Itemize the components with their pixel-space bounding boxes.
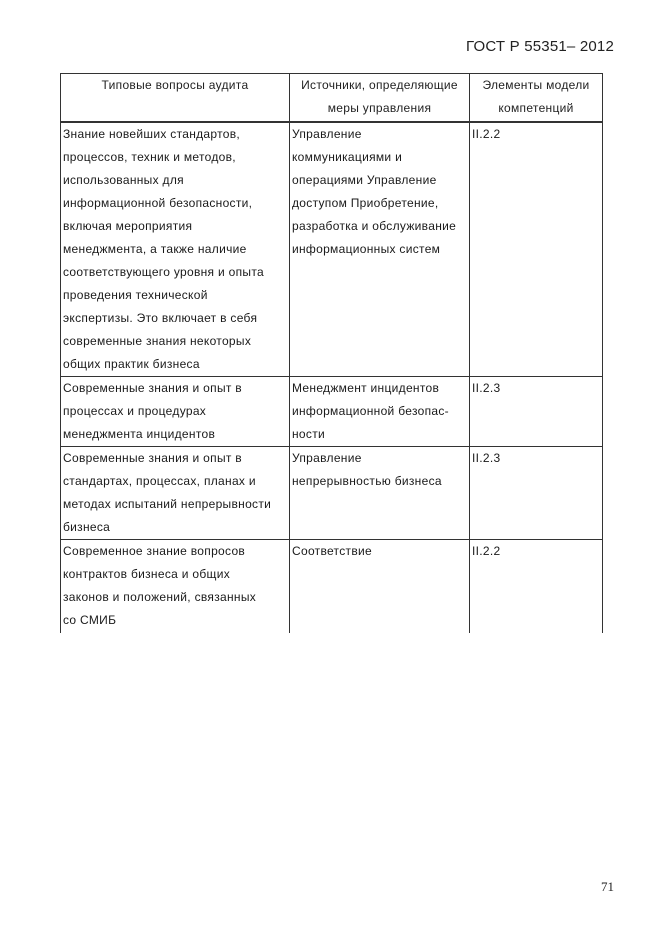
- table-row: [61, 539, 603, 633]
- sources-cell: Соответствие: [290, 539, 470, 633]
- element-cell: II.2.2: [470, 539, 603, 633]
- element-cell: II.2.3: [470, 376, 603, 446]
- sources-cell: Менеджмент инцидентов информационной безопас- ности: [290, 376, 470, 446]
- audit-questions-table: [60, 73, 603, 633]
- sources-cell: Управление непрерывностью бизнеса: [290, 446, 470, 539]
- column-header-sources: Источники, определяющие меры управления: [290, 74, 470, 122]
- sources-cell: Управление коммуникациями и операциями Управление доступом Приобретение, разработка и обслуживание информационных систем: [290, 122, 470, 377]
- question-cell: Современные знания и опыт в процессах и процедурах менеджмента инцидентов: [61, 376, 290, 446]
- column-header-model-elements: Элементы модели компетенций: [470, 74, 603, 122]
- table-row: [61, 446, 603, 539]
- element-cell: II.2.3: [470, 446, 603, 539]
- table-row: [61, 376, 603, 446]
- element-cell: II.2.2: [470, 122, 603, 377]
- question-cell: Современные знания и опыт в стандартах, процессах, планах и методах испытаний непрерывности бизнеса: [61, 446, 290, 539]
- document-code: ГОСТ Р 55351– 2012: [466, 38, 614, 55]
- column-header-questions: Типовые вопросы аудита: [61, 74, 290, 122]
- table-row: [61, 122, 603, 377]
- table-header-row: [61, 74, 603, 122]
- question-cell: Знание новейших стандартов, процессов, техник и методов, использованных для информационной безопасности, включая мероприятия менеджмента, а также наличие соответствующего уровня и опыта проведения технической экспертизы. Это включает в себя современные знания некоторых общих практик бизнеса: [61, 122, 290, 377]
- question-cell: Современное знание вопросов контрактов бизнеса и общих законов и положений, связанных со СМИБ: [61, 539, 290, 633]
- page-number: 71: [601, 879, 614, 894]
